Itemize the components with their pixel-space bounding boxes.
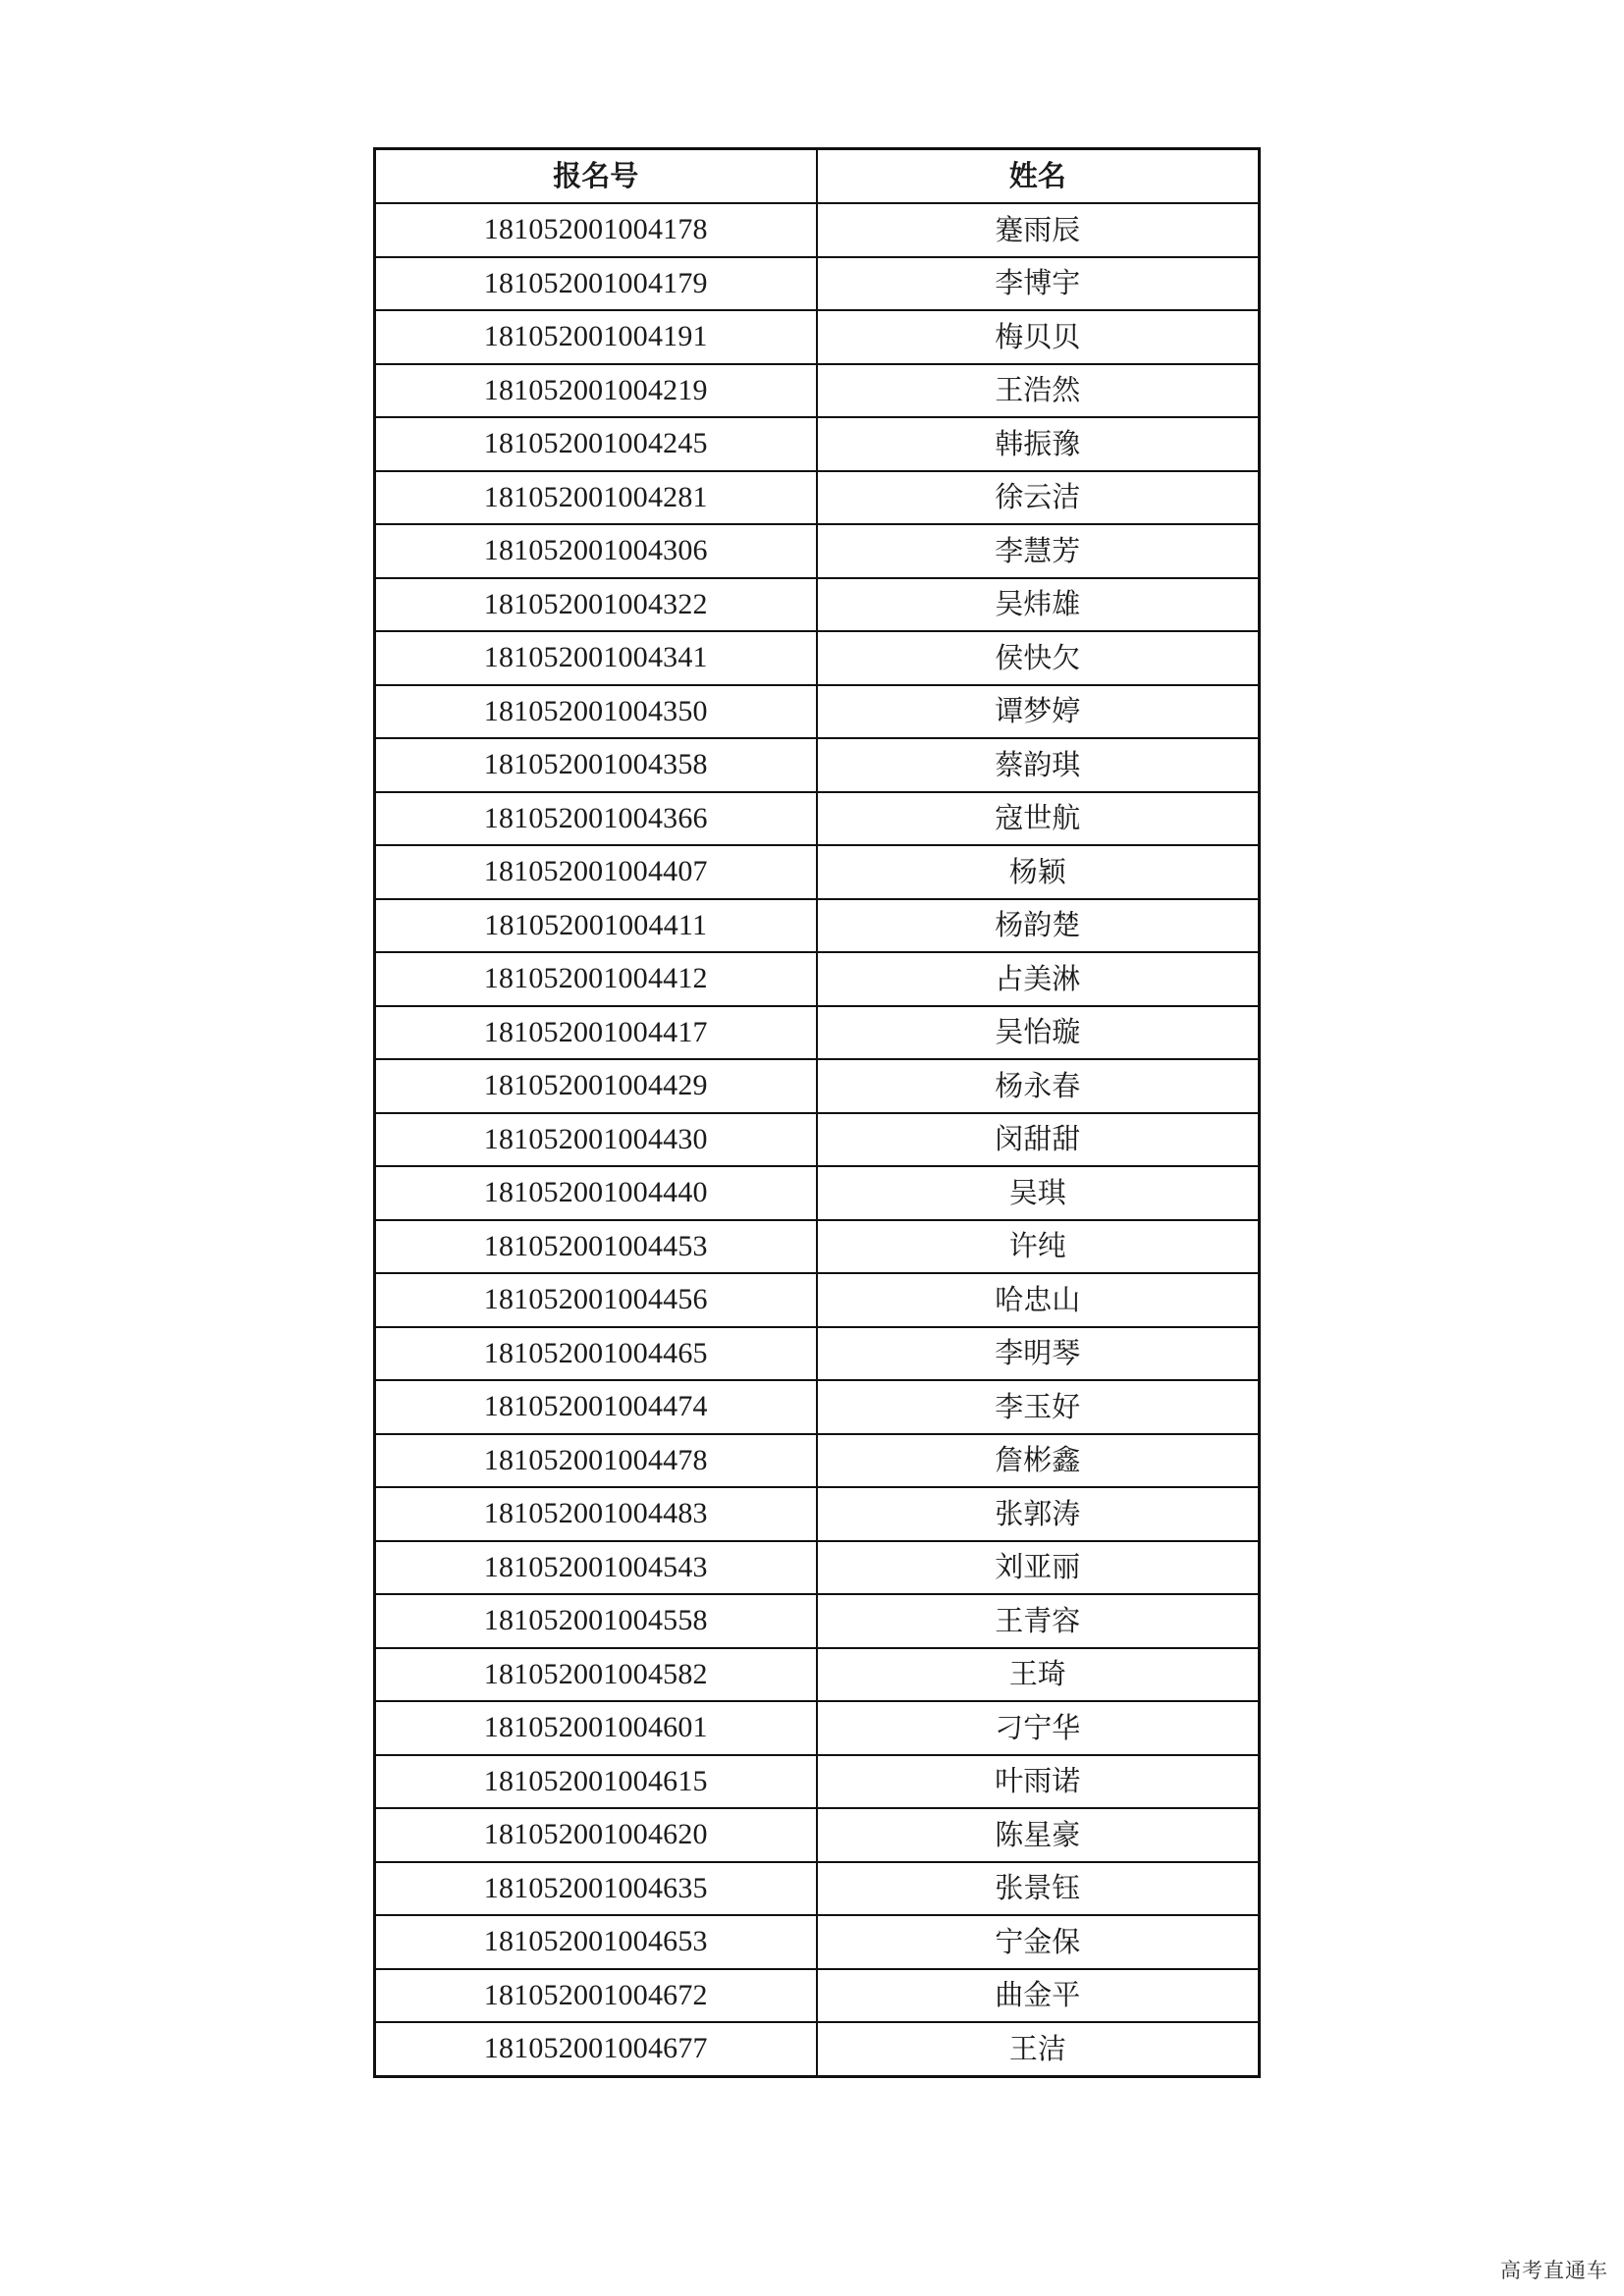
name-cell: 王琦	[817, 1648, 1260, 1702]
registration-number-cell: 181052001004440	[375, 1166, 817, 1220]
table-row	[375, 2022, 1260, 2076]
table-row	[375, 1541, 1260, 1595]
name-cell: 张郭涛	[817, 1487, 1260, 1541]
registration-number-cell: 181052001004620	[375, 1808, 817, 1862]
table-row	[375, 471, 1260, 525]
name-cell: 王洁	[817, 2022, 1260, 2076]
name-cell: 杨颖	[817, 845, 1260, 899]
table-row	[375, 1969, 1260, 2023]
table-row	[375, 1594, 1260, 1648]
applicant-table	[373, 147, 1261, 2078]
name-cell: 刘亚丽	[817, 1541, 1260, 1595]
registration-number-cell: 181052001004178	[375, 203, 817, 257]
table-row	[375, 310, 1260, 364]
registration-number-cell: 181052001004417	[375, 1006, 817, 1060]
registration-number-cell: 181052001004429	[375, 1059, 817, 1113]
registration-number-cell: 181052001004474	[375, 1380, 817, 1434]
name-cell: 张景钰	[817, 1862, 1260, 1916]
registration-number-cell: 181052001004478	[375, 1434, 817, 1488]
table-row	[375, 1273, 1260, 1327]
registration-number-cell: 181052001004245	[375, 417, 817, 471]
name-cell: 宁金保	[817, 1915, 1260, 1969]
registration-number-cell: 181052001004191	[375, 310, 817, 364]
name-cell: 吴炜雄	[817, 578, 1260, 632]
registration-number-cell: 181052001004653	[375, 1915, 817, 1969]
name-cell: 蹇雨辰	[817, 203, 1260, 257]
registration-number-cell: 181052001004672	[375, 1969, 817, 2023]
table-row	[375, 1220, 1260, 1274]
registration-number-cell: 181052001004306	[375, 524, 817, 578]
table-row	[375, 631, 1260, 685]
name-cell: 李慧芳	[817, 524, 1260, 578]
name-cell: 蔡韵琪	[817, 738, 1260, 792]
table-row	[375, 1701, 1260, 1755]
registration-number-cell: 181052001004558	[375, 1594, 817, 1648]
name-cell: 杨韵楚	[817, 899, 1260, 953]
table-row	[375, 1380, 1260, 1434]
registration-number-cell: 181052001004341	[375, 631, 817, 685]
registration-number-cell: 181052001004601	[375, 1701, 817, 1755]
name-cell: 李玉好	[817, 1380, 1260, 1434]
name-cell: 叶雨诺	[817, 1755, 1260, 1809]
table-row	[375, 1862, 1260, 1916]
registration-number-cell: 181052001004407	[375, 845, 817, 899]
header-name: 姓名	[817, 149, 1260, 204]
table-row	[375, 952, 1260, 1006]
name-cell: 刁宁华	[817, 1701, 1260, 1755]
table-row	[375, 578, 1260, 632]
registration-number-cell: 181052001004179	[375, 257, 817, 311]
table-row	[375, 1059, 1260, 1113]
name-cell: 詹彬鑫	[817, 1434, 1260, 1488]
name-cell: 王青容	[817, 1594, 1260, 1648]
table-row	[375, 417, 1260, 471]
name-cell: 李明琴	[817, 1327, 1260, 1381]
table-row	[375, 1327, 1260, 1381]
table-row	[375, 1808, 1260, 1862]
name-cell: 许纯	[817, 1220, 1260, 1274]
table-row	[375, 792, 1260, 846]
name-cell: 寇世航	[817, 792, 1260, 846]
name-cell: 吴琪	[817, 1166, 1260, 1220]
watermark-text: 高考直通车	[1500, 2259, 1608, 2282]
name-cell: 曲金平	[817, 1969, 1260, 2023]
registration-number-cell: 181052001004358	[375, 738, 817, 792]
table-row	[375, 364, 1260, 418]
name-cell: 哈忠山	[817, 1273, 1260, 1327]
table-row	[375, 1006, 1260, 1060]
table-row	[375, 1915, 1260, 1969]
table-row	[375, 203, 1260, 257]
header-registration-number: 报名号	[375, 149, 817, 204]
name-cell: 吴怡璇	[817, 1006, 1260, 1060]
name-cell: 谭梦婷	[817, 685, 1260, 739]
table-row	[375, 1755, 1260, 1809]
registration-number-cell: 181052001004465	[375, 1327, 817, 1381]
name-cell: 陈星豪	[817, 1808, 1260, 1862]
table-row	[375, 1166, 1260, 1220]
registration-number-cell: 181052001004582	[375, 1648, 817, 1702]
registration-number-cell: 181052001004412	[375, 952, 817, 1006]
table-row	[375, 1487, 1260, 1541]
name-cell: 徐云洁	[817, 471, 1260, 525]
table-row	[375, 1113, 1260, 1167]
registration-number-cell: 181052001004635	[375, 1862, 817, 1916]
name-cell: 李博宇	[817, 257, 1260, 311]
name-cell: 闵甜甜	[817, 1113, 1260, 1167]
table-header-row	[375, 149, 1260, 204]
table-body	[375, 203, 1260, 2076]
name-cell: 侯快欠	[817, 631, 1260, 685]
registration-number-cell: 181052001004281	[375, 471, 817, 525]
table-row	[375, 1648, 1260, 1702]
registration-number-cell: 181052001004615	[375, 1755, 817, 1809]
registration-number-cell: 181052001004219	[375, 364, 817, 418]
registration-number-cell: 181052001004677	[375, 2022, 817, 2076]
registration-number-cell: 181052001004453	[375, 1220, 817, 1274]
table-row	[375, 738, 1260, 792]
table-row	[375, 845, 1260, 899]
table-row	[375, 524, 1260, 578]
registration-number-cell: 181052001004456	[375, 1273, 817, 1327]
table-row	[375, 257, 1260, 311]
table-row	[375, 685, 1260, 739]
table-row	[375, 899, 1260, 953]
registration-number-cell: 181052001004350	[375, 685, 817, 739]
registration-number-cell: 181052001004430	[375, 1113, 817, 1167]
name-cell: 梅贝贝	[817, 310, 1260, 364]
registration-number-cell: 181052001004366	[375, 792, 817, 846]
name-cell: 杨永春	[817, 1059, 1260, 1113]
registration-number-cell: 181052001004411	[375, 899, 817, 953]
name-cell: 王浩然	[817, 364, 1260, 418]
registration-number-cell: 181052001004322	[375, 578, 817, 632]
registration-number-cell: 181052001004543	[375, 1541, 817, 1595]
registration-number-cell: 181052001004483	[375, 1487, 817, 1541]
name-cell: 韩振豫	[817, 417, 1260, 471]
name-cell: 占美淋	[817, 952, 1260, 1006]
table-row	[375, 1434, 1260, 1488]
